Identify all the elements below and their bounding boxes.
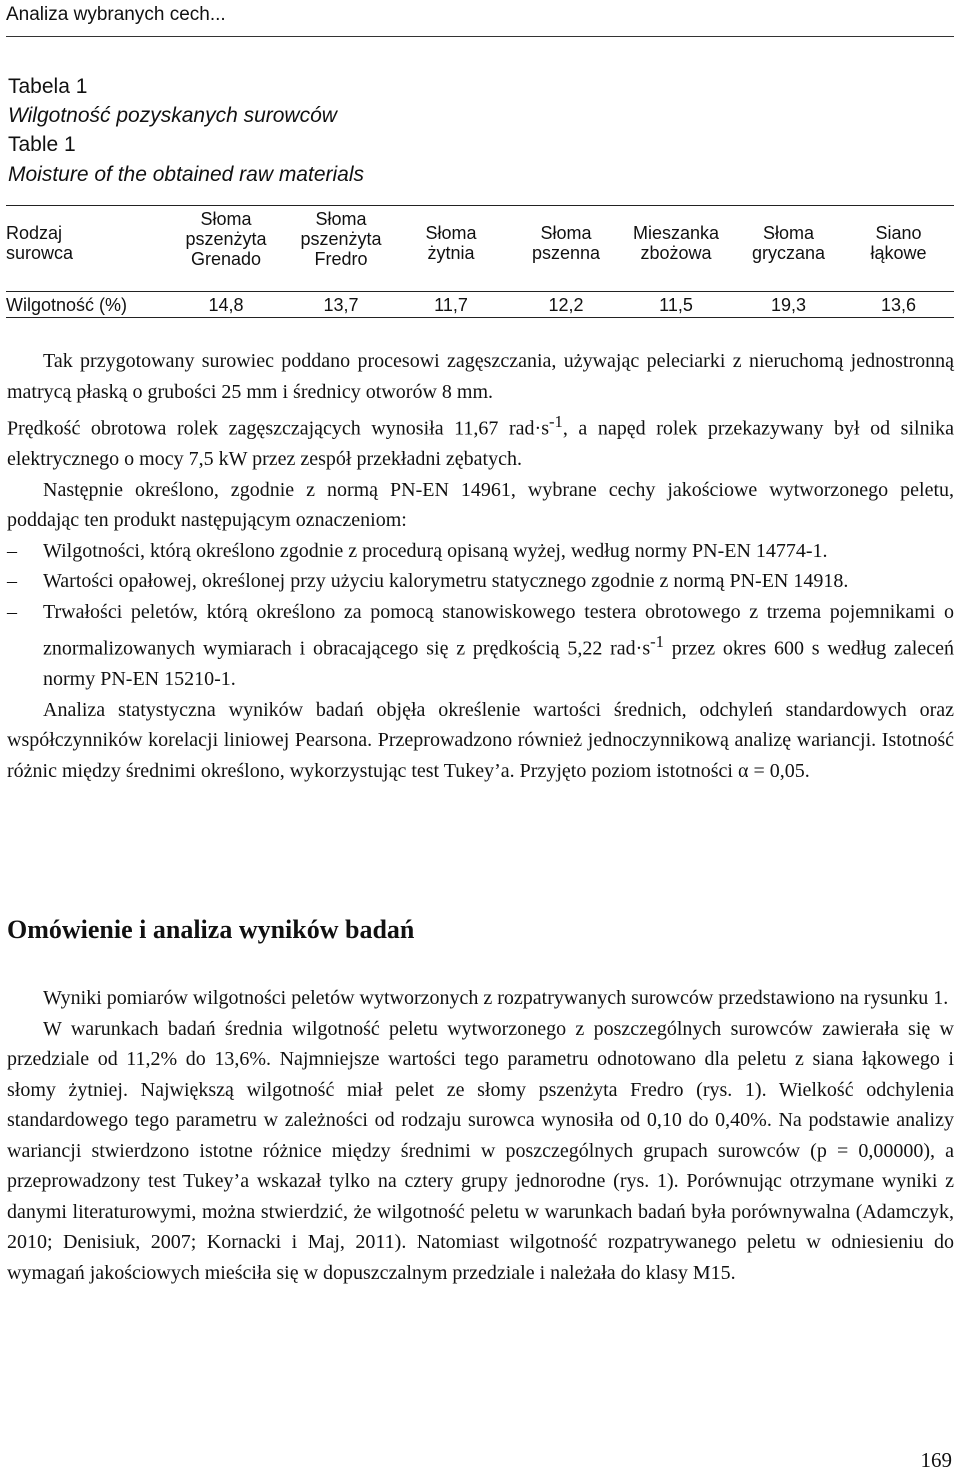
table-mid-rule (6, 291, 954, 292)
paragraph: Wyniki pomiarów wilgotności peletów wytworzonych z rozpatrywanych surowców przedstawiono na rysunku 1. (43, 987, 949, 1009)
paragraph: Prędkość obrotowa rolek zagęszczających wynosiła 11,67 $rad\cdot s^{-1}$, a napęd rolek przekazywany był od silnika elektrycznego o mocy 7,5 kW przez zespół przekładni zębatych. (7, 412, 954, 471)
table-header-cell: Rodzaj surowca (6, 223, 74, 263)
table-header-cell: Słoma pszenżyta Fredro (300, 209, 382, 269)
page-number: 169 (920, 1448, 952, 1472)
table-header-cell: Słoma pszenna (531, 223, 601, 263)
table-row-label: Wilgotność (%) (6, 295, 128, 315)
table-cell: 19,3 (770, 295, 807, 315)
header-divider (6, 36, 954, 37)
table-header-cell: Słoma żytnia (425, 223, 477, 263)
paragraph: W warunkach badań średnia wilgotność peletu wytworzonego z poszczególnych surowców zawierała się w przedziale od 11,2% do 13,6%. Najmniejsze wartości tego parametru odnotowano dla peletu z siana łąkowego i słomy żytniej. Największą wilgotność miał pelet ze słomy pszenżyta Fredro (rys. 1). Wielkość odchylenia standardowego tego parametru w zależności od rodzaju surowca wynosiła od 0,10 do 0,40%. Na podstawie analizy wariancji stwierdzono istotne różnice między średnimi w poszczególnych grupach surowców (p = 0,00000), a przeprowadzony test Tukey’a wskazał tylko na cztery grupy jednorodne (rys. 1). Porównując otrzymane wyniki z danymi literaturowymi, można stwierdzić, że wilgotność peletu w warunkach badań była porównywalna (Adamczyk, 2010; Denisiuk, 2007; Kornacki i Maj, 2011). Natomiast wilgotność rozpatrywanego peletu w odniesieniu do wymagań jakościowych mieściła się w dopuszczalnym przedziale i należała do klasy M15. (7, 1017, 954, 1284)
table-cell: 14,8 (208, 295, 244, 315)
dash-bullet: – (7, 600, 17, 623)
table-cell: 11,7 (434, 295, 468, 315)
section-heading: Omówienie i analiza wyników badań (7, 915, 415, 944)
list-item: – Trwałości peletów, którą określono za pomocą stanowiskowego testera obrotowego z trzema pojemnikami o znormalizowanych wymiarach i obracającego się z prędkością 5,22 $rad\cdot s^{-1}$ przez okres 600 s według zaleceń normy PN-EN 15210-1. (7, 597, 954, 695)
table-header-cell: Mieszanka zbożowa (632, 223, 720, 263)
table-title-en: Moisture of the obtained raw materials (8, 163, 365, 186)
dash-bullet: – (7, 570, 17, 593)
table-header-cell: Siano łąkowe (870, 223, 927, 263)
running-header: Analiza wybranych cech... (6, 4, 226, 25)
table-cell: 13,6 (880, 295, 917, 315)
methods-text (7, 346, 954, 786)
table-header-cell: Słoma pszenżyta Grenado (185, 209, 267, 269)
paragraph: Tak przygotowany surowiec poddano procesowi zagęszczania, używając peleciarki z nieruchomą jednostronną matrycą płaską o grubości 25 mm i średnicy otworów 8 mm. (7, 350, 954, 403)
list-item: – Wartości opałowej, określonej przy użyciu kalorymetru statycznego zgodnie z normą PN-EN 14918. (7, 566, 954, 597)
table-cell: 12,2 (548, 295, 584, 315)
table-bottom-rule (6, 317, 954, 318)
paragraph: Następnie określono, zgodnie z normą PN-EN 14961, wybrane cechy jakościowe wytworzonego peletu, poddając ten produkt następującym oznaczeniom: (7, 478, 954, 532)
table-cell: 11,5 (659, 295, 693, 315)
table-cell: 13,7 (323, 295, 359, 315)
table-label-en: Table 1 (8, 133, 76, 156)
dash-bullet: – (7, 539, 17, 562)
table-header-cell: Słoma gryczana (751, 223, 826, 263)
table-top-rule (6, 205, 954, 206)
list-item: – Wilgotności, którą określono zgodnie z procedurą opisaną wyżej, według normy PN-EN 14774-1. (7, 536, 954, 567)
results-text (7, 983, 954, 1288)
table-label-pl: Tabela 1 (8, 75, 88, 98)
paragraph: Analiza statystyczna wyników badań objęła określenie wartości średnich, odchyleń standardowych oraz współczynników korelacji liniowej Pearsona. Przeprowadzono również jednoczynnikową analizę wariancji. Istotność różnic między średnimi określono, wykorzystując test Tukey’a. Przyjęto poziom istotności α = 0,05. (7, 698, 954, 782)
table-title-pl: Wilgotność pozyskanych surowców (8, 104, 337, 127)
